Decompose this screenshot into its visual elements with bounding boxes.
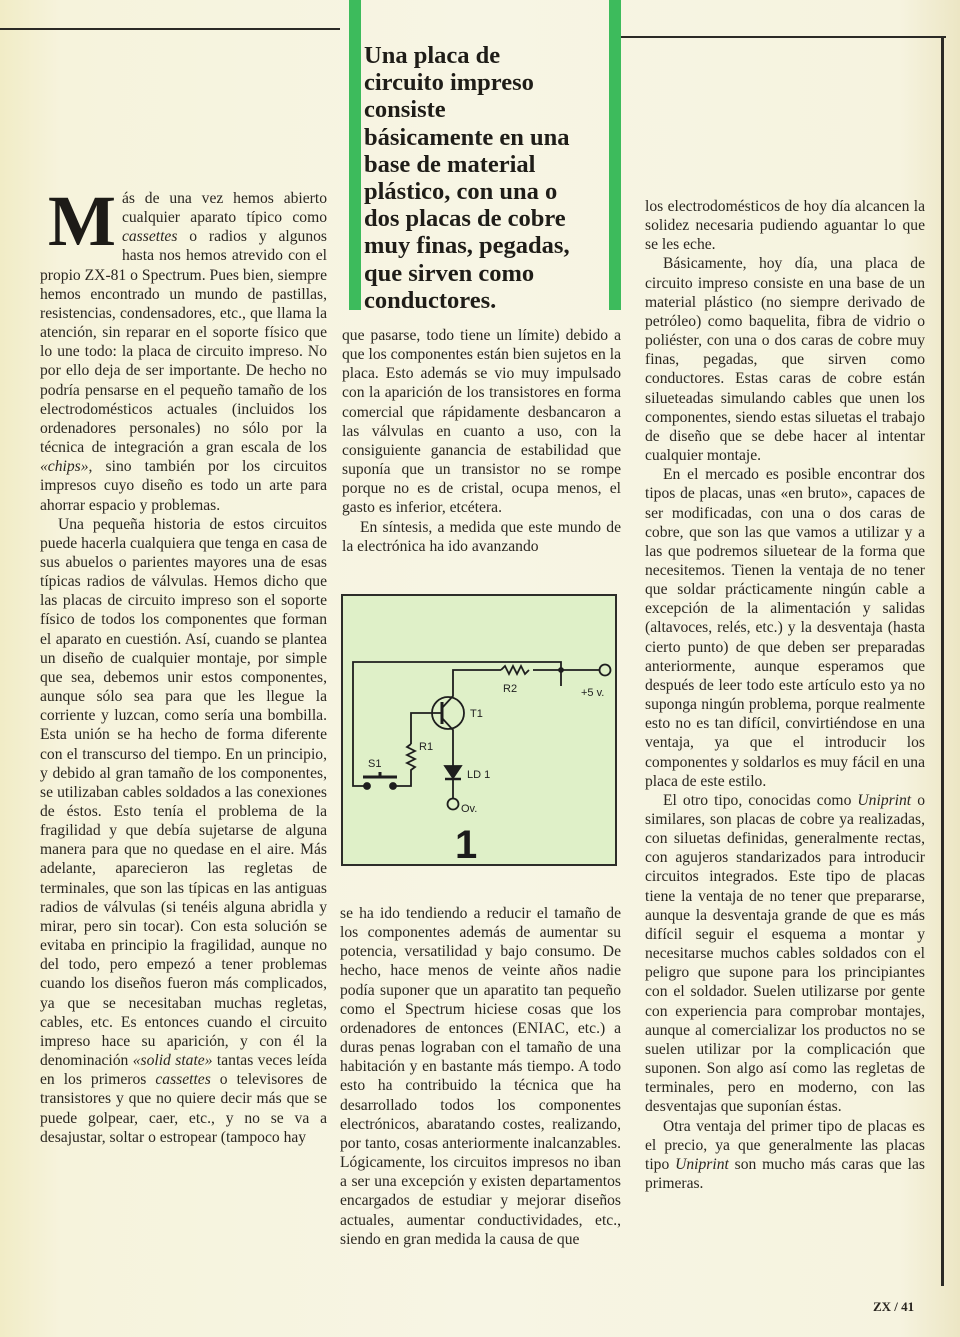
text-run: , sino también por los circuitos impresos cuyo diseño es todo un arte para ahorrar espacio y problemas. <box>40 458 327 514</box>
text-run: o radios y algunos hasta nos hemos atrevido con el propio ZX-81 o Spectrum. Pues bien, siempre hemos encontrado un mundo de pastillas, resistencias, condensadores, etc., que llama la atención, sin reparar en el soporte físico que lo une todo: la placa de circuito impreso. No por ello deja de ser importante. De hecho no podría pensarse en el pequeño tamaño de los electrodomésticos actuales (incluidos los ordenadores personales) no sólo por la técnica de integración a gran escala de los <box>40 228 327 457</box>
text-run: Una pequeña historia de estos circuitos puede hacerla cualquiera que tenga en casa de sus abuelos o parientes mayores una de esas típicas radios de válvulas. Hemos dicho que las placas de circuito impreso son el soporte físico de todos los componentes que forman el aparato en cuestión. Así, cuando se plantea un diseño de cualquier montaje, por simple que sea, debemos unir estos componentes, aunque sólo sea para que les llegue la corriente y luzcan, como sería una bombilla. Esta unión se ha hecho de forma diferente con el transcurso del tiempo. En un principio, y debido al gran tamaño de los componentes, se utilizaban cables soldados a las conexiones de éstos. Esto tenía el problema de la fragilidad y que debía sujetarse de alguna manera para que no quedase en el aire. Más adelante, aparecieron las regletas de terminales, que son las típicas en las antiguas radios de válvulas (si tenéis alguna abridla y mirar, pero sin tocar). Con esta solución se evitaba en principio la fragilidad, aunque no del todo, pero empezó a tener problemas cuando los diseños fueron más complicados, ya que se necesitaban muchas regletas, cables, etc. Es entonces cuando el circuito impreso hace su aparición, y con él la denominación <box>40 515 328 1070</box>
label-ld1: LD 1 <box>467 769 491 781</box>
wire-r1 <box>395 776 411 786</box>
text-run: son mucho más caras que las primeras. <box>645 1155 925 1192</box>
italic-text: Uniprint <box>675 1155 729 1173</box>
paragraph-2 <box>40 515 327 1147</box>
italic-text: cassettes <box>155 1071 211 1089</box>
text-run: Otra ventaja del primer tipo de placas es el precio, ya que generalmente las placas tipo <box>645 1117 925 1173</box>
pullquote-line: plástico, con una o <box>364 178 558 206</box>
label-s1: S1 <box>368 758 382 770</box>
paragraph-9 <box>645 791 925 1117</box>
circuit-diagram-figure <box>341 594 617 866</box>
figure-number: 1 <box>455 823 478 864</box>
pullquote-line: Una placa de <box>364 42 501 69</box>
italic-text: Uniprint <box>857 791 912 809</box>
text-run: El otro tipo, conocidas como <box>663 791 858 809</box>
paragraph-5: se ha ido tendiendo a reducir el tamaño de los componentes además de aumentar su potencia, versatilidad y bajo consumo. De hecho, hace menos de veinte años nadie podía suponer que un aparatito tan pequeño como el Spectrum hiciese cosas que los ordenadores de entonces (ENIAC, etc.) a duras penas lograban con el tamaño de una habitación y en bastante más tiempo. A todo esto ha contribuido la técnica que ha desarrollado todos los componentes electrónicos, abaratando costes, realizando, por tanto, cosas anteriormente inalcanzables. Lógicamente, los circuitos impresos no iban a ser una excepción y existen departamentos encargados de estudiar y mejorar diseños actuales, aumentar conductividades, etc., siendo en gran medida la causa de que <box>340 905 621 1248</box>
paragraph-10 <box>645 1117 925 1194</box>
label-0v: Ov. <box>461 803 478 815</box>
label-5v: +5 v. <box>581 687 605 699</box>
wire-s1 <box>353 772 365 786</box>
label-t1: T1 <box>470 708 483 720</box>
article-column-1 <box>40 181 328 1147</box>
paragraph-8: En el mercado es posible encontrar dos tipos de placas, unas «en bruto», capaces de ser modificadas, con una o dos caras de cobre, que son las que vamos a utilizar y a las que podremos siluetear de la forma que necesitemos. Tienen la ventaja de no tener que soldar prácticamente ningún cable a excepción de la alimentación y salidas (altavoces, relés, etc.) y la desventaja (hasta cierto punto) de que deben ser preparadas anteriormente, aunque esperamos que después de leer todo este artículo esto ya no suponga ningún problema, porque realmente esto no es tan difícil, convirtiéndose en una ventaja, ya que el introducir los componentes y soldarlos es muy fácil en una placa de este estilo. <box>645 466 925 790</box>
pullquote-line: conductores. <box>364 286 497 314</box>
wire-collector <box>453 670 501 681</box>
pullquote-line: dos placas de cobre <box>364 205 566 233</box>
pullquote-line: consiste <box>364 96 446 124</box>
paragraph-4: En síntesis, a medida que este mundo de la electrónica ha ido avanzando <box>342 518 621 555</box>
pullquote-line: base de material <box>364 150 536 178</box>
pull-quote <box>364 42 604 314</box>
article-column-2-bottom <box>340 904 621 1249</box>
paragraph-7: Básicamente, hoy día, una placa de circuito impreso consiste en una base de un material plástico (no siempre derivado de petróleo) como baquelita, fibra de vidrio o poliéster, con una o dos caras de cobre muy finas, pegadas, que sirven como conductores. Estas caras de cobre están silueteadas simulando cables que unen los componentes, siendo estas siluetas el trabajo de diseño que se debe hacer al intentar cualquier montaje. <box>645 255 925 465</box>
wire-top-loop <box>353 662 561 772</box>
top-rule-left <box>0 28 340 30</box>
label-r1: R1 <box>419 741 434 753</box>
pullquote-line: muy finas, pegadas, <box>364 232 570 260</box>
drop-cap: M <box>48 181 116 261</box>
italic-text: «solid state» <box>132 1052 213 1070</box>
paragraph-1 <box>40 181 327 515</box>
wire-base <box>411 713 442 744</box>
text-run: o televisores de transistores y que no quiere decir más que se puede golpear, caer, etc., y no se va a desajustar, soltar o estropear (tampoco hay <box>40 1071 327 1146</box>
terminal-0v <box>448 799 459 810</box>
led-ld1 <box>445 766 461 778</box>
junction <box>559 668 563 672</box>
top-rule-right <box>616 36 946 38</box>
pullquote-line: circuito impreso <box>364 69 534 97</box>
article-column-3 <box>645 197 925 1193</box>
text-run: ás de una vez hemos abierto cualquier aparato típico como <box>121 190 327 227</box>
label-r2: R2 <box>503 683 518 695</box>
pullquote-line: básicamente en una <box>364 123 570 151</box>
resistor-r1 <box>407 744 415 776</box>
side-rule-right <box>941 36 944 1286</box>
paragraph-6: los electrodomésticos de hoy día alcancen la solidez necesaria pudiendo aguantar lo que se les eche. <box>645 198 925 254</box>
italic-text: cassettes <box>121 228 178 246</box>
article-column-2-top <box>342 326 621 556</box>
pullquote-line: que sirven como <box>364 259 535 287</box>
pullquote-bar-left <box>349 0 361 310</box>
circuit-schematic <box>343 596 615 864</box>
pullquote-bar-right <box>609 0 621 310</box>
terminal-5v <box>600 665 611 676</box>
italic-text: «chips» <box>40 458 89 476</box>
page-folio: ZX / 41 <box>873 1299 915 1314</box>
text-run: tantas veces leída en los primeros <box>40 1052 327 1089</box>
text-run: o similares, son placas de cobre ya realizadas, con siluetas definidas, generalmente rectas, con agujeros standarizados para introducir circuitos integrados. Este tipo de placas tiene la ventaja de no tener que prepararse, aunque la desventaja grande de que es más difícil seguir el esquema a montar y necesitarse muchos cables soldados con el peligro que supone para los principiantes con el soldador. Suelen utilizarse por gente con experiencia para comprobar montajes, aunque al comercializar los productos no se suelen utilizar por la complicación que suponen. Son algo así como las regletas de terminales, pero en moderno, con las desventajas que suponían éstas. <box>645 791 925 1116</box>
paragraph-3: que pasarse, todo tiene un límite) debido a que los componentes están bien sujetos en la placa. Esto además se vio muy impulsado con la aparición de los transistores en forma comercial que rápidamente desbancaron a las válvulas en cuanto a uso, con la consiguiente ganancia de estabilidad que suponía que un transistor no se rompe porque no es de cristal, ocupa menos, el gasto es inferior, etcétera. <box>342 327 621 517</box>
resistor-r2 <box>501 666 529 674</box>
